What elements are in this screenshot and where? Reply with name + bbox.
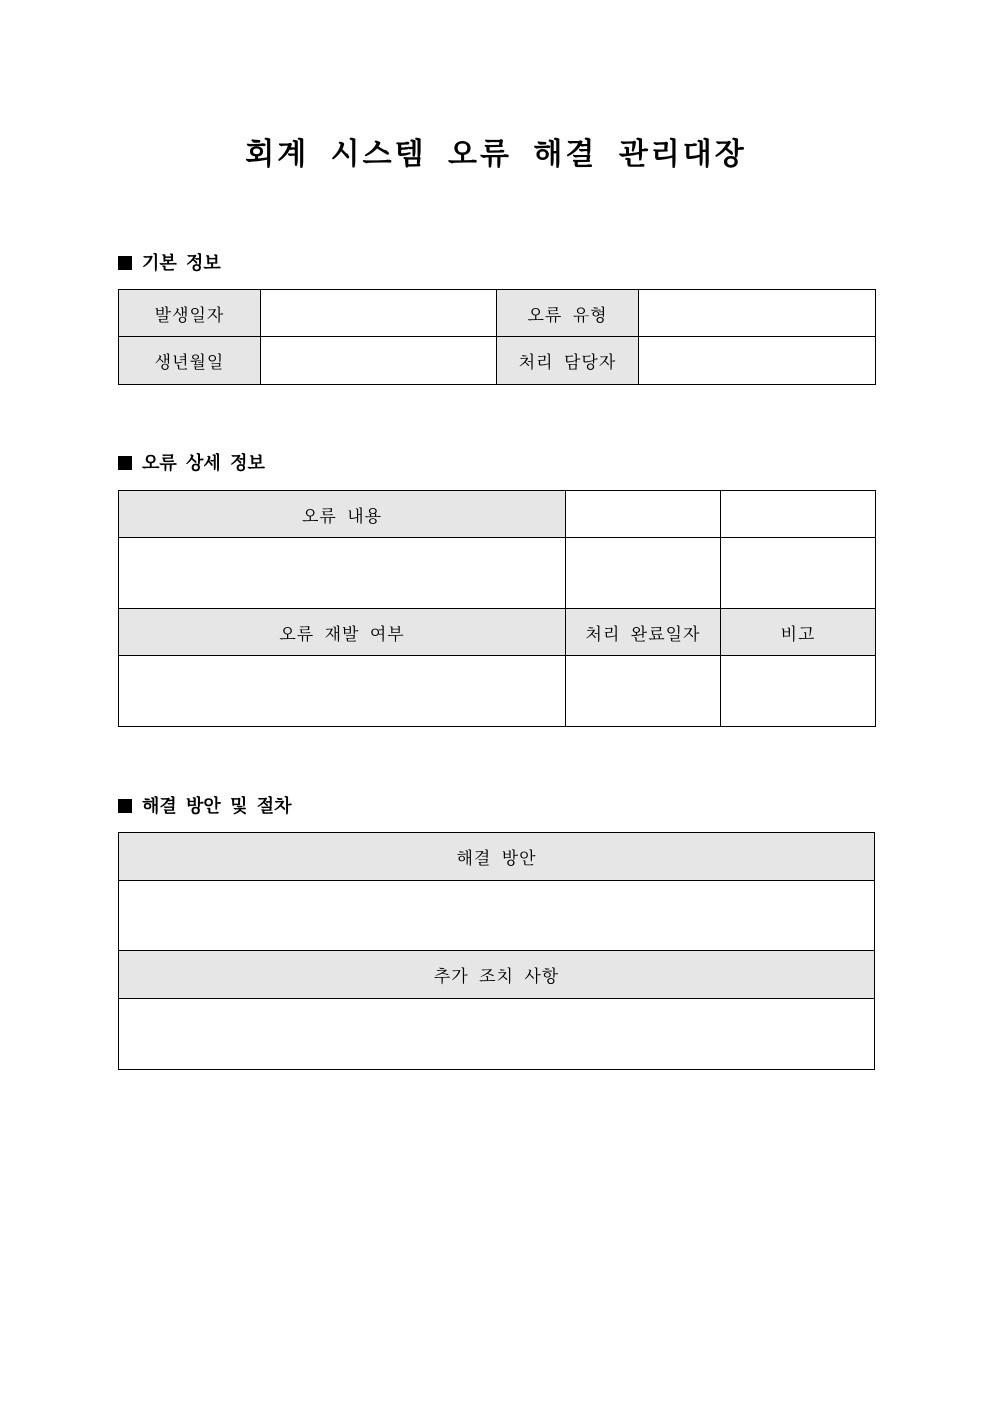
remarks-label: 비고 xyxy=(721,609,876,656)
table-row xyxy=(119,491,876,538)
table-row xyxy=(119,656,876,727)
document-title: 회계 시스템 오류 해결 관리대장 xyxy=(245,137,747,172)
recurrence-field[interactable] xyxy=(119,656,566,727)
handler-label: 처리 담당자 xyxy=(497,337,639,385)
resolution-heading-text: 해결 방안 및 절차 xyxy=(142,796,292,817)
table-row xyxy=(119,538,876,609)
basic-info-heading xyxy=(118,252,221,276)
error-details-heading-text: 오류 상세 정보 xyxy=(142,453,265,474)
solution-field[interactable] xyxy=(119,881,875,951)
basic-info-table xyxy=(118,289,876,385)
table-row xyxy=(119,290,876,337)
resolution-heading xyxy=(118,795,292,819)
occurrence-date-label: 발생일자 xyxy=(119,290,261,337)
table-row xyxy=(119,951,875,999)
table-row xyxy=(119,833,875,881)
birth-date-field[interactable] xyxy=(261,337,497,385)
table-row xyxy=(119,999,875,1070)
error-details-heading xyxy=(118,452,265,476)
additional-actions-label: 추가 조치 사항 xyxy=(119,951,875,999)
square-bullet-icon xyxy=(118,456,132,470)
solution-label: 해결 방안 xyxy=(119,833,875,881)
occurrence-date-field[interactable] xyxy=(261,290,497,337)
error-details-table xyxy=(118,490,876,727)
error-type-label: 오류 유형 xyxy=(497,290,639,337)
resolution-table xyxy=(118,832,875,1070)
basic-info-heading-text: 기본 정보 xyxy=(142,253,221,274)
table-row xyxy=(119,881,875,951)
square-bullet-icon xyxy=(118,256,132,270)
error-content-label: 오류 내용 xyxy=(119,491,566,538)
completion-date-label: 처리 완료일자 xyxy=(566,609,721,656)
handler-field[interactable] xyxy=(639,337,876,385)
birth-date-label: 생년월일 xyxy=(119,337,261,385)
table-row xyxy=(119,609,876,656)
blank-cell xyxy=(566,538,721,609)
square-bullet-icon xyxy=(118,799,132,813)
remarks-field[interactable] xyxy=(721,656,876,727)
error-content-field[interactable] xyxy=(119,538,566,609)
error-type-field[interactable] xyxy=(639,290,876,337)
blank-cell xyxy=(566,491,721,538)
table-row xyxy=(119,337,876,385)
blank-cell xyxy=(721,491,876,538)
additional-actions-field[interactable] xyxy=(119,999,875,1070)
blank-cell xyxy=(721,538,876,609)
recurrence-label: 오류 재발 여부 xyxy=(119,609,566,656)
completion-date-field[interactable] xyxy=(566,656,721,727)
